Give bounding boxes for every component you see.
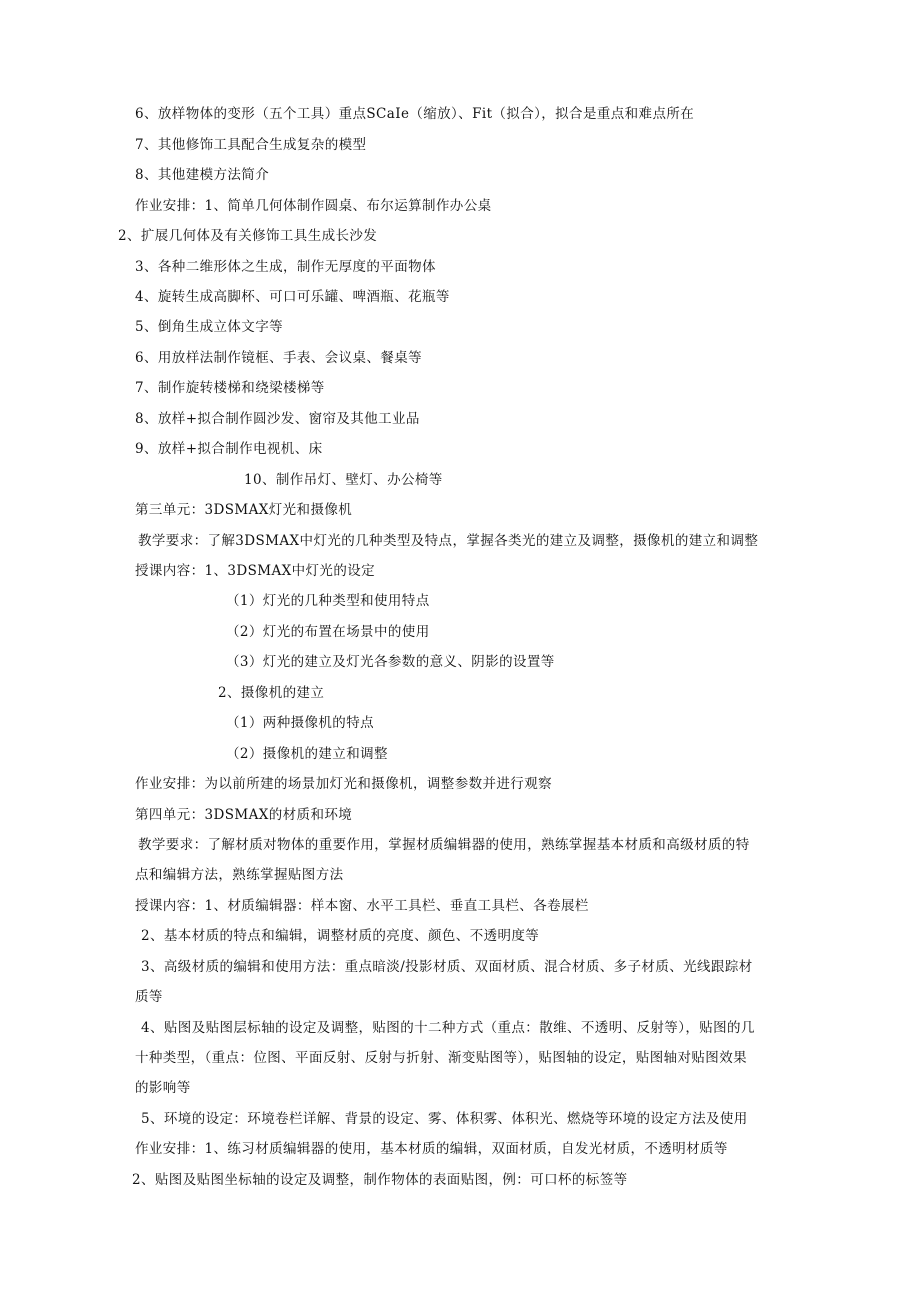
text-line: （1）灯光的几种类型和使用特点 (226, 593, 430, 609)
text-line: 点和编辑方法，熟练掌握贴图方法 (135, 867, 344, 883)
text-line: 7、其他修饰工具配合生成复杂的模型 (135, 137, 367, 153)
section-heading: 第三单元：3DSMAX灯光和摄像机 (135, 502, 353, 518)
text-line: 7、制作旋转楼梯和绕梁楼梯等 (135, 380, 325, 396)
text-line: 教学要求：了解3DSMAX中灯光的几种类型及特点，掌握各类光的建立及调整，摄像机的建立和调整 (138, 533, 759, 549)
text-line: 2、基本材质的特点和编辑，调整材质的亮度、颜色、不透明度等 (141, 928, 540, 944)
text-line: 2、贴图及贴图坐标轴的设定及调整，制作物体的表面贴图，例：可口杯的标签等 (132, 1172, 628, 1188)
text-line: 十种类型，（重点：位图、平面反射、反射与折射、渐变贴图等），贴图轴的设定，贴图轴对贴图效果 (135, 1050, 747, 1066)
text-line: 授课内容：1、3DSMAX中灯光的设定 (135, 563, 376, 579)
text-line: 2、摄像机的建立 (218, 685, 325, 701)
text-line: （2）摄像机的建立和调整 (226, 746, 388, 762)
text-line: 质等 (135, 989, 163, 1005)
text-line: 10、制作吊灯、壁灯、办公椅等 (244, 472, 443, 488)
text-line: 作业安排：为以前所建的场景加灯光和摄像机，调整参数并进行观察 (135, 776, 552, 792)
text-line: 5、环境的设定：环境卷栏详解、背景的设定、雾、体积雾、体积光、燃烧等环境的设定方法及使用 (141, 1111, 748, 1127)
text-line: 6、用放样法制作镜框、手表、会议桌、餐桌等 (135, 350, 422, 366)
text-line: 作业安排：1、练习材质编辑器的使用，基本材质的编辑，双面材质，自发光材质，不透明材质等 (135, 1141, 728, 1157)
text-line: 4、贴图及贴图层标轴的设定及调整，贴图的十二种方式（重点：散维、不透明、反射等），贴图的几 (141, 1020, 755, 1036)
text-line: 2、扩展几何体及有关修饰工具生成长沙发 (118, 228, 378, 244)
text-line: （1）两种摄像机的特点 (226, 715, 374, 731)
text-line: 5、倒角生成立体文字等 (135, 319, 283, 335)
text-line: （2）灯光的布置在场景中的使用 (226, 624, 430, 640)
text-line: 授课内容：1、材质编辑器：样本窗、水平工具栏、垂直工具栏、各卷展栏 (135, 898, 589, 914)
text-line: 教学要求：了解材质对物体的重要作用，掌握材质编辑器的使用，熟练掌握基本材质和高级材质的特 (138, 837, 750, 853)
text-line: 的影响等 (135, 1080, 191, 1096)
text-line: 9、放样+拟合制作电视机、床 (135, 441, 323, 457)
text-line: 8、其他建模方法简介 (135, 167, 270, 183)
text-line: 8、放样+拟合制作圆沙发、窗帘及其他工业品 (135, 411, 420, 427)
text-line: 4、旋转生成高脚杯、可口可乐罐、啤酒瓶、花瓶等 (135, 289, 450, 305)
text-line: 3、高级材质的编辑和使用方法：重点暗淡/投影材质、双面材质、混合材质、多子材质、光线跟踪材 (141, 959, 753, 975)
text-line: （3）灯光的建立及灯光各参数的意义、阴影的设置等 (226, 654, 555, 670)
text-line: 作业安排：1、简单几何体制作圆桌、布尔运算制作办公桌 (135, 198, 492, 214)
text-line: 6、放样物体的变形（五个工具）重点SCaIe（缩放）、Fit（拟合），拟合是重点和难点所在 (135, 106, 695, 122)
text-line: 3、各种二维形体之生成，制作无厚度的平面物体 (135, 259, 436, 275)
section-heading: 第四单元：3DSMAX的材质和环境 (135, 807, 353, 823)
